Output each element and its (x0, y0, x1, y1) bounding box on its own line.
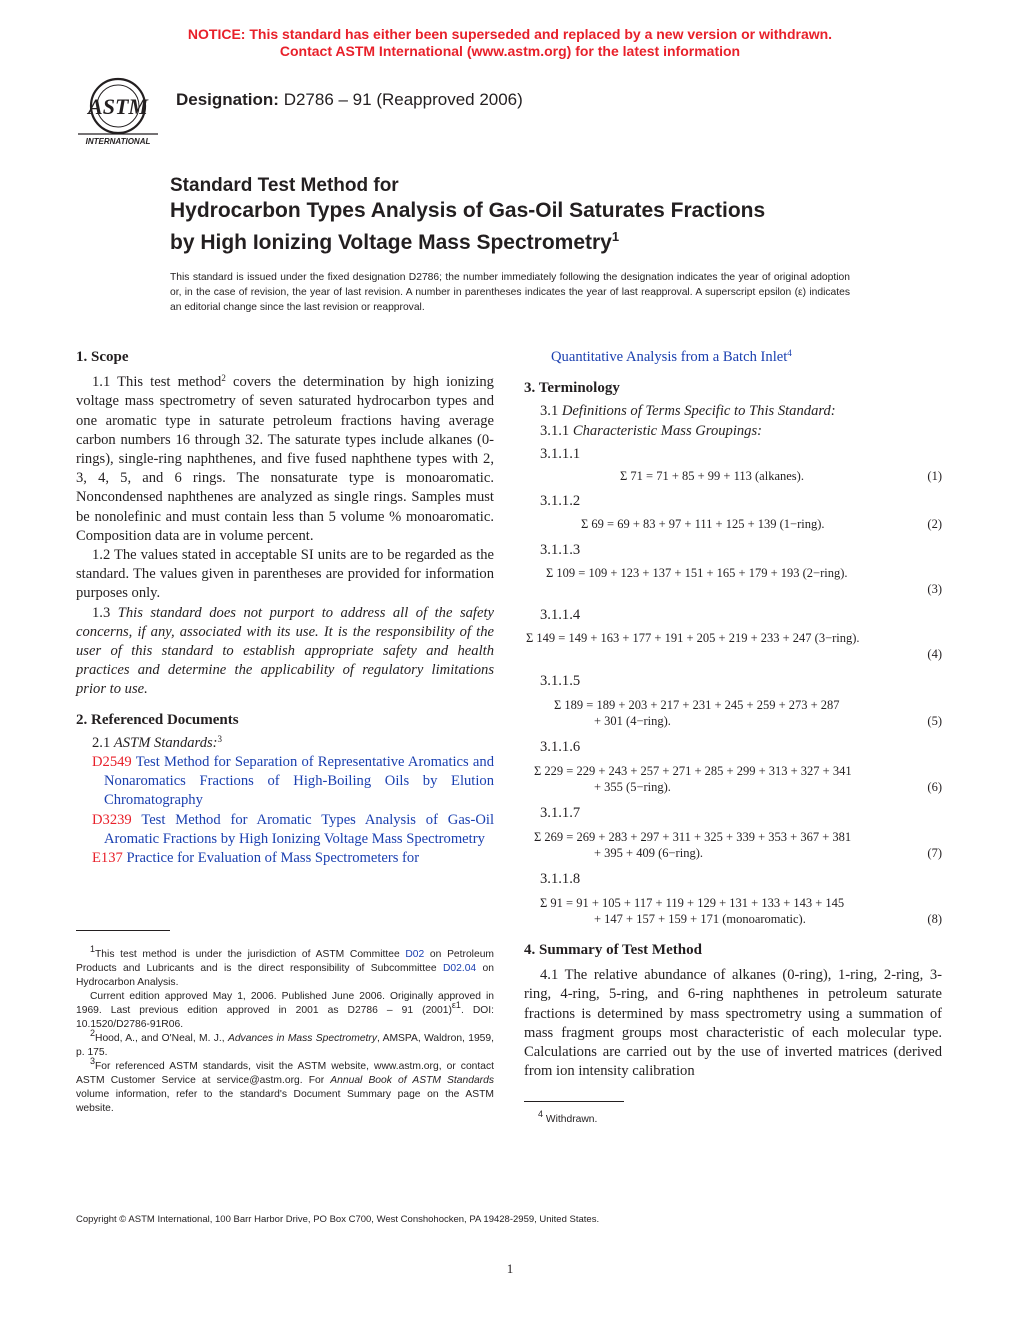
eq-item-1 (540, 445, 942, 484)
equation-text-cont: + 301 (4−ring). (594, 714, 671, 729)
page-number: 1 (506, 1261, 514, 1276)
summary-paragraph: 4.1 The relative abundance of alkanes (0-ring), 1-ring, 2-ring, 3-ring, 4-ring, 5-ring, and 6-ring naphthenes in petroleum saturate fractions is determined by mass spectrometry using a summation of mass fragment groups most characteristic of each molecular type. Calculations are carried out by the use of inverted matrices (derived from ion intensity calibration (524, 967, 942, 1080)
equation-number: (6) (927, 780, 942, 795)
equation-number: (3) (927, 582, 942, 597)
scope-paragraph-2: 1.2 The values stated in acceptable SI units are to be regarded as the standard. The values given in parentheses are provided for information purposes only. (76, 547, 494, 602)
eq-item-number: 3.1.1.1 (540, 446, 581, 462)
equation-text: Σ 69 = 69 + 83 + 97 + 111 + 125 + 139 (1−ring). (581, 517, 825, 532)
eq-item-number: 3.1.1.3 (540, 542, 581, 558)
eq-item-number: 3.1.1.2 (540, 493, 581, 509)
astm-logo (74, 72, 162, 150)
eq-item-number: 3.1.1.7 (540, 805, 581, 821)
footnote-2: $^2$Hood, A., and O'Neal, M. J., Advances in Mass Spectrometry, AMSPA, Waldron, 1959, p. 175. (76, 1028, 494, 1058)
referenced-heading: 2. Referenced Documents (76, 711, 239, 728)
title-line-2: Hydrocarbon Types Analysis of Gas-Oil Saturates Fractions (170, 199, 766, 222)
equation-text: Σ 71 = 71 + 85 + 99 + 113 (alkanes). (620, 469, 804, 484)
scope-heading: 1. Scope (76, 349, 129, 365)
eq-item-number: 3.1.1.6 (540, 739, 581, 755)
eq-item-7 (534, 804, 942, 861)
footnote-4: $^4$ Withdrawn. (538, 1109, 598, 1125)
designation-value: D2786 – 91 (Reapproved 2006) (283, 90, 523, 109)
left-column (76, 348, 494, 868)
eq-item-4 (526, 606, 942, 662)
scope-paragraph-1: 1.1 This test method$^2$ covers the determination by high ionizing voltage mass spectrometry of seven saturated hydrocarbon types and one aromatic type in saturate petroleum fractions having average carbon numbers 16 through 32. The saturate types include alkanes (0-rings), single-ring naphthenes, and five fused naphthene types with 2, 3, 4, 5, and 6 rings. The nonsaturate type is monoaromatic. Noncondensed naphthenes are analyzed as single rings. Samples must be nonolefinic and must contain less than 5 volume % monoaromatic. Composition data are in volume percent. (76, 373, 494, 544)
equation-text-cont: + 355 (5−ring). (594, 780, 671, 795)
equation-text-cont: + 395 + 409 (6−ring). (594, 846, 703, 861)
footnote-1-edition: Current edition approved May 1, 2006. Published June 2006. Originally approved in 1969. Last previous edition approved in 2001 as D2786 – 91 $(2001)^{\varepsilon 1}$. DOI: 10.1520/D2786-91R06. (76, 991, 495, 1030)
equation-text: Σ 269 = 269 + 283 + 297 + 311 + 325 + 339 + 353 + 367 + 381 (534, 830, 852, 845)
equation-text-cont: + 147 + 157 + 159 + 171 (monoaromatic). (594, 912, 806, 927)
document-title (170, 174, 765, 256)
eq-item-number: 3.1.1.5 (540, 673, 581, 689)
equation-number: (5) (927, 714, 942, 729)
title-line-3: by High Ionizing Voltage Mass Spectrometry$^1$ (170, 229, 620, 254)
eq-item-5 (540, 672, 942, 729)
copyright-footer: Copyright © ASTM International, 100 Barr Harbor Drive, PO Box C700, West Conshohocken, PA 19428-2959, United States. (76, 1214, 600, 1225)
equation-number: (4) (927, 647, 942, 662)
logo-subtitle: INTERNATIONAL (85, 137, 151, 146)
footnote-1: $^1$This test method is under the jurisdiction of ASTM Committee D02 on Petroleum Products and Lubricants and is the direct responsibility of Subcommittee D02.04 on Hydrocarbon Analysis. (76, 944, 494, 988)
equation-number: (8) (927, 912, 942, 927)
footnotes-left (76, 944, 495, 1116)
terminology-heading: 3. Terminology (524, 380, 620, 397)
equation-text: Σ 109 = 109 + 123 + 137 + 151 + 165 + 179 + 193 (2−ring). (546, 566, 848, 581)
eq-item-number: 3.1.1.8 (540, 871, 581, 887)
equation-number: (2) (927, 517, 942, 532)
notice-line-1: NOTICE: This standard has either been superseded and replaced by a new version or withdrawn. (187, 26, 833, 42)
footnote-rule-right (524, 1101, 624, 1102)
terminology-3-1: 3.1 Definitions of Terms Specific to This Standard: (540, 403, 836, 420)
footnote-3: $^3$For referenced ASTM standards, visit the ASTM website, www.astm.org, or contact ASTM Customer Service at service@astm.org. For Annual Book of ASTM Standards volume information, refer to the standard's Document Summary page on the ASTM website. (76, 1056, 494, 1114)
designation (176, 90, 523, 110)
reference-d3239[interactable]: D3239 Test Method for Aromatic Types Analysis of Gas-Oil Aromatic Fractions by High Ionizing Voltage Mass Spectrometry (92, 811, 494, 847)
link-d02-04[interactable]: D02.04 (442, 963, 477, 974)
notice-banner (0, 26, 1020, 60)
eq-item-8 (540, 870, 942, 927)
astm-standards-subheading: 2.1 ASTM Standards:$^3$ (92, 733, 223, 751)
designation-label: Designation: (176, 90, 279, 109)
summary-heading: 4. Summary of Test Method (524, 942, 702, 958)
scope-paragraph-3: 1.3 This standard does not purport to address all of the safety concerns, if any, associated with its use. It is the responsibility of the user of this standard to establish appropriate safety and health practices and determine the applicability of regulatory limitations prior to use. (76, 604, 494, 698)
eq-item-2 (540, 492, 942, 532)
equation-number: (1) (927, 469, 942, 484)
summary-section (524, 941, 942, 1081)
eq-item-6 (534, 738, 942, 795)
equation-number: (7) (927, 846, 942, 861)
equation-text: Σ 229 = 229 + 243 + 257 + 271 + 285 + 299 + 313 + 327 + 341 (534, 764, 852, 779)
title-footnote-mark: 1 (611, 229, 620, 244)
equation-text: Σ 149 = 149 + 163 + 177 + 191 + 205 + 219 + 233 + 247 (3−ring). (526, 631, 860, 646)
eq-item-number: 3.1.1.4 (540, 607, 581, 623)
equation-text: Σ 189 = 189 + 203 + 217 + 231 + 245 + 259 + 273 + 287 (554, 698, 840, 713)
notice-line-2: Contact ASTM International (www.astm.org) for the latest information (279, 43, 741, 59)
footnote-rule-left (76, 930, 170, 931)
title-line-1: Standard Test Method for (170, 175, 399, 196)
reference-e137[interactable]: E137 Practice for Evaluation of Mass Spectrometers for (92, 850, 420, 867)
logo-letters: ASTM (88, 94, 148, 119)
reference-d2549[interactable]: D2549 Test Method for Separation of Representative Aromatics and Nonaromatics Fractions of High-Boiling Oils by Elution Chromatography (92, 754, 494, 809)
right-column (524, 348, 942, 441)
astm-logo-icon (74, 72, 162, 150)
eq-item-3 (540, 541, 942, 597)
link-d02[interactable]: D02 (405, 949, 425, 960)
issued-note: This standard is issued under the fixed designation D2786; the number immediately following the designation indicates the year of original adoption or, in the case of revision, the year of last revision. A number in parentheses indicates the year of last reapproval. A superscript epsilon (ε) indicates an editorial change since the last revision or reapproval. (170, 272, 850, 313)
reference-e137-continued[interactable]: Quantitative Analysis from a Batch Inlet$^4$ (551, 348, 792, 365)
equation-text: Σ 91 = 91 + 105 + 117 + 119 + 129 + 131 + 133 + 143 + 145 (540, 896, 845, 911)
terminology-3-1-1: 3.1.1 Characteristic Mass Groupings: (540, 422, 763, 439)
